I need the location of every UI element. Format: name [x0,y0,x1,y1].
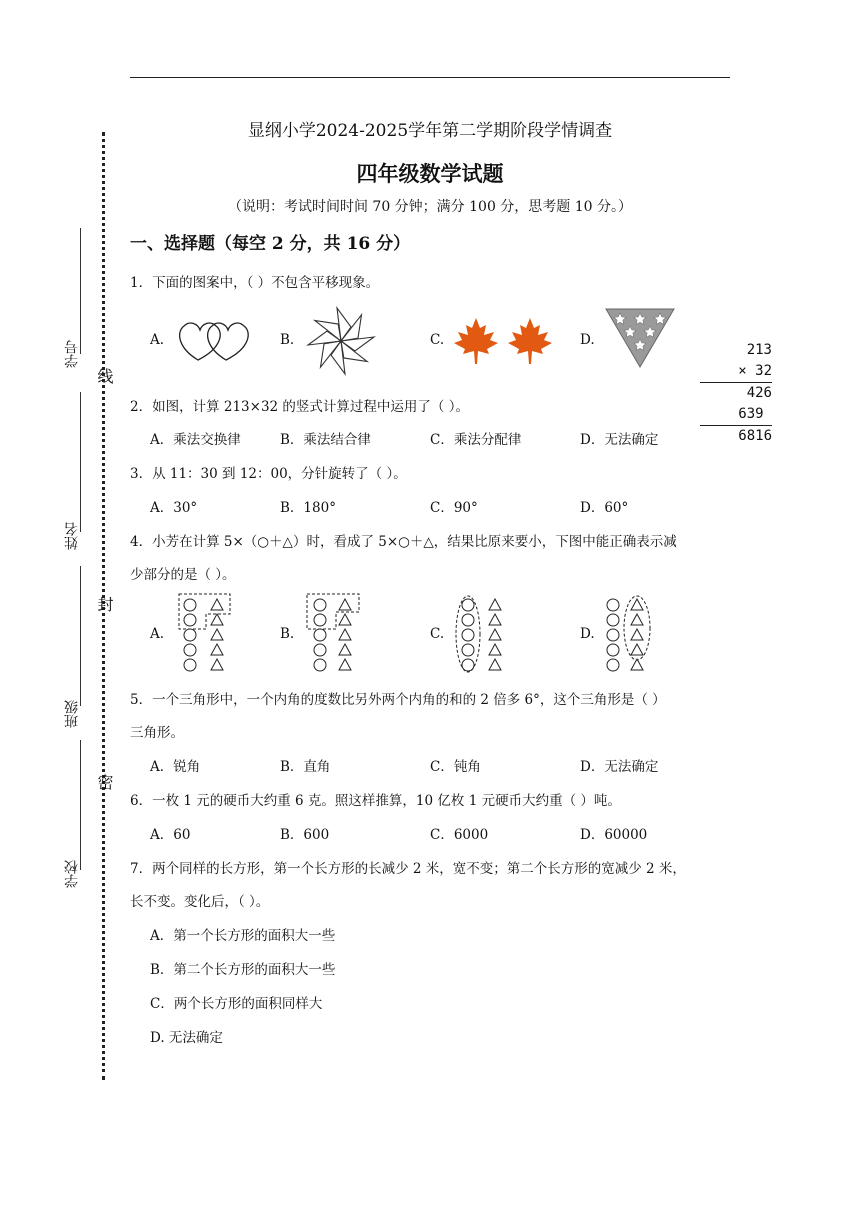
q5-option-d: D．无法确定 [580,759,659,775]
hearts-figure [176,318,252,364]
margin-line-xingming [80,392,81,532]
q7-option-b: B．第二个长方形的面积大一些 [150,962,336,978]
question-7-cont: 长不变。变化后，（ ）。 [130,894,270,910]
q6-option-d: D．60000 [580,827,648,843]
q4-option-a-label: A. [150,626,165,642]
question-7: 7．两个同样的长方形，第一个长方形的长减少 2 米，宽不变；第二个长方形的宽减少 2 米， [130,861,686,877]
mul-row-partial-1: 426 [700,382,772,404]
q4-figure-c [452,592,512,674]
q2-option-a: A．乘法交换律 [150,432,241,448]
instructions: （说明：考试时间时间 70 分钟；满分 100 分，思考题 10 分。） [227,199,633,215]
label-xingming: 姓名 [64,522,80,550]
q2-option-d: D．无法确定 [580,432,659,448]
q5-option-a: A．锐角 [150,759,201,775]
question-3: 3．从 11：30 到 12：00，分针旋转了（ ）。 [130,466,407,482]
question-1: 1．下面的图案中，（ ）不包含平移现象。 [130,275,380,291]
label-banji: 班级 [64,700,80,728]
q1-option-a-label: A. [150,332,165,348]
q1-option-d-label: D. [580,332,595,348]
vertical-multiplication [700,340,772,447]
exam-title: 四年级数学试题 [356,161,504,186]
mul-row-product: 6816 [700,425,772,447]
top-rule [130,77,730,78]
question-2: 2．如图，计算 213×32 的竖式计算过程中运用了（ ）。 [130,399,469,415]
seal-char-xian: 线 [95,368,114,384]
margin-line-banji [80,566,81,706]
label-xuexiao: 学校 [64,860,80,888]
q3-option-b: B．180° [280,500,336,516]
q5-option-b: B．直角 [280,759,331,775]
q2-option-c: C．乘法分配律 [430,432,522,448]
pinwheel-figure [306,306,376,376]
q4-figure-b [306,592,366,674]
q5-option-c: C．钝角 [430,759,481,775]
section-title: 一、选择题（每空 2 分，共 16 分） [130,234,411,254]
maple-leaves-figure [454,316,554,366]
q6-option-b: B．600 [280,827,330,843]
question-5-cont: 三角形。 [130,725,184,741]
mul-row-multiplier: × 32 [738,363,772,379]
q6-option-a: A．60 [150,827,191,843]
q1-option-b-label: B. [280,332,295,348]
mul-row-multiplicand: 213 [746,342,772,358]
q4-option-c-label: C. [430,626,445,642]
q4-figure-d [602,592,662,674]
label-xuehao: 学号 [64,340,80,368]
margin-line-xuehao [80,228,81,354]
mul-row-partial-2: 639 [738,406,772,422]
q3-option-c: C．90° [430,500,478,516]
question-4: 4．小芳在计算 5×（○＋△）时，看成了 5×○＋△，结果比原来要小，下图中能正确表示减 [130,534,677,550]
q7-option-c: C．两个长方形的面积同样大 [150,996,323,1012]
margin-line-xuexiao [80,740,81,870]
q6-option-c: C．6000 [430,827,489,843]
star-triangle-figure [606,309,676,369]
question-4-cont: 少部分的是（ ）。 [130,567,236,583]
school-title: 显纲小学2024-2025学年第二学期阶段学情调查 [247,121,613,141]
q7-option-a: A．第一个长方形的面积大一些 [150,928,336,944]
seal-char-feng: 封 [95,596,114,612]
question-6: 6．一枚 1 元的硬币大约重 6 克。照这样推算，10 亿枚 1 元硬币大约重（ ）吨。 [130,793,621,809]
q3-option-a: A．30° [150,500,198,516]
question-5: 5．一个三角形中，一个内角的度数比另外两个内角的和的 2 倍多 6°，这个三角形是（ ） [130,692,666,708]
q1-option-c-label: C. [430,332,445,348]
seal-char-mi: 密 [95,774,114,790]
q4-figure-a [176,592,236,674]
q3-option-d: D．60° [580,500,629,516]
q2-option-b: B．乘法结合律 [280,432,371,448]
q4-option-d-label: D. [580,626,595,642]
q7-option-d: D. 无法确定 [150,1030,223,1046]
q4-option-b-label: B. [280,626,295,642]
